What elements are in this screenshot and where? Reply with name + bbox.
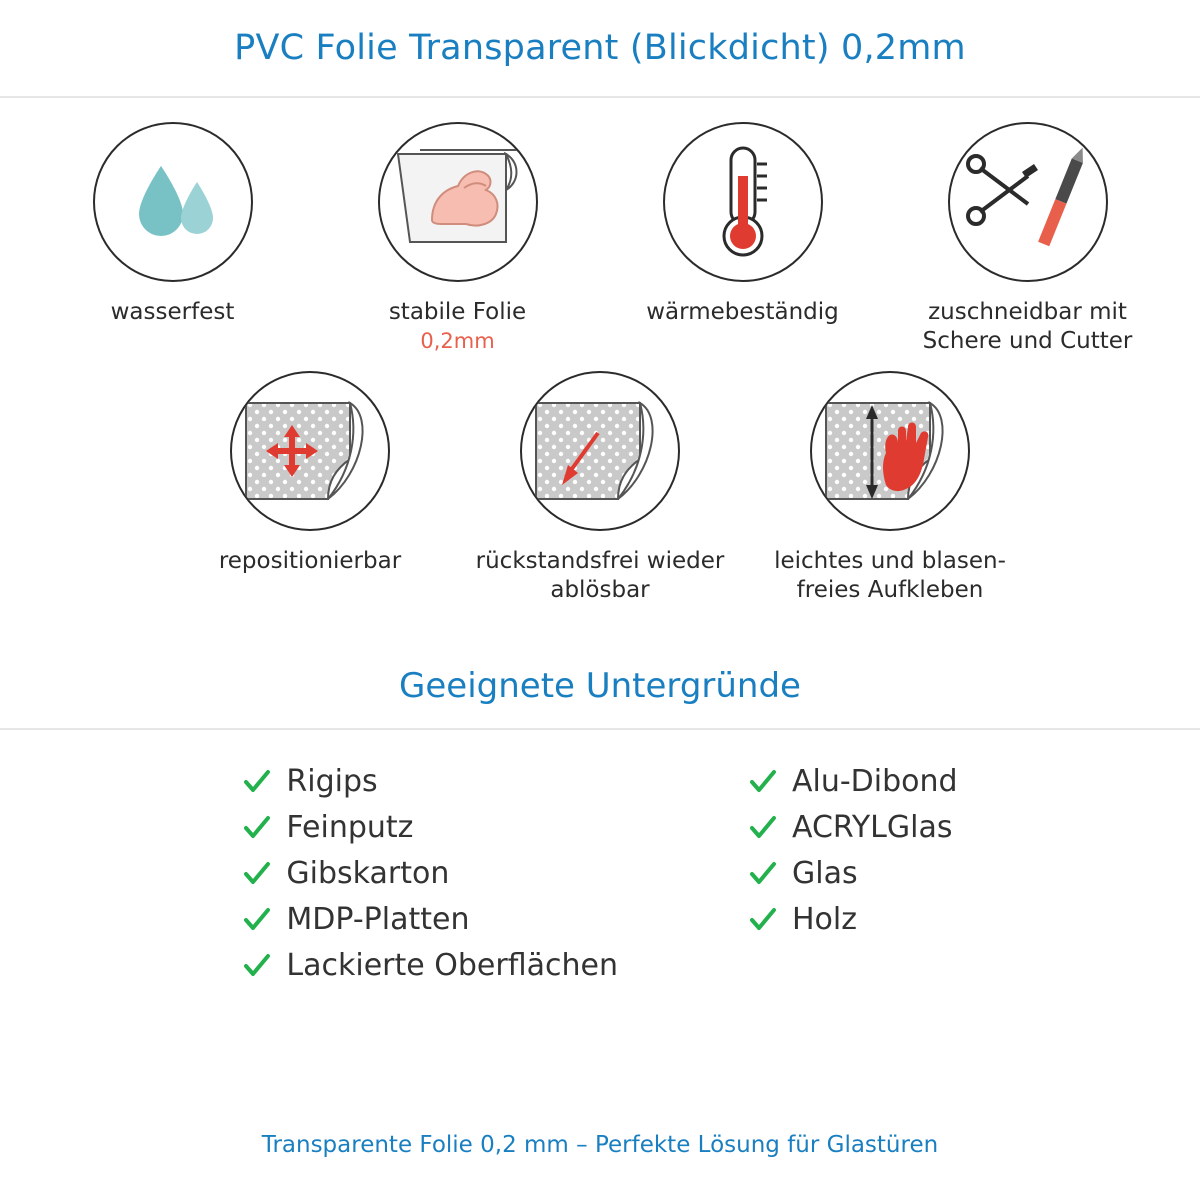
feature-icon-circle (520, 371, 680, 531)
substrates-column-right (748, 760, 958, 988)
list-item-label: Feinputz (286, 810, 414, 846)
list-item-label: Holz (791, 902, 857, 938)
feature-label: zuschneidbar mit Schere und Cutter (922, 299, 1133, 355)
list-item (242, 852, 618, 896)
check-icon (748, 859, 778, 889)
strong-arm-film-icon (380, 124, 536, 280)
feature-zuschneidbar (885, 122, 1170, 357)
list-item (748, 760, 958, 804)
check-icon (242, 905, 272, 935)
reposition-arrows-icon (232, 373, 388, 529)
header (0, 0, 1200, 98)
feature-blasenfreies-aufkleben (745, 371, 1035, 606)
feature-wasserfest (30, 122, 315, 357)
feature-label: wasserfest (110, 299, 235, 325)
list-item (242, 806, 618, 850)
section-title: Geeignete Untergründe (399, 665, 801, 706)
feature-icon-circle (663, 122, 823, 282)
feature-sublabel: 0,2mm (420, 329, 495, 354)
peel-off-arrow-icon (522, 373, 678, 529)
feature-grid (0, 98, 1200, 606)
page-title: PVC Folie Transparent (Blickdicht) 0,2mm (234, 28, 966, 68)
list-item-label: Gibskarton (286, 856, 450, 892)
feature-rueckstandsfrei (455, 371, 745, 606)
check-icon (748, 767, 778, 797)
feature-row-2 (0, 371, 1200, 606)
list-item (242, 944, 618, 988)
feature-repositionierbar (165, 371, 455, 606)
list-item-label: Rigips (286, 764, 378, 800)
feature-label: rückstandsfrei wieder ablösbar (475, 547, 725, 604)
substrates-list (0, 760, 1200, 988)
feature-icon-circle (810, 371, 970, 531)
feature-label: repositionierbar (218, 547, 402, 574)
feature-icon-circle (230, 371, 390, 531)
feature-row-1 (0, 122, 1200, 357)
list-item (242, 760, 618, 804)
check-icon (748, 813, 778, 843)
list-item-label: Alu-Dibond (791, 764, 958, 800)
footer-note: Transparente Folie 0,2 mm – Perfekte Lösung für Glastüren (261, 1132, 939, 1158)
thermometer-icon (665, 124, 821, 280)
list-item-label: Glas (791, 856, 858, 892)
water-drops-icon (95, 124, 251, 280)
list-item-label: ACRYLGlas (791, 810, 953, 846)
feature-icon-circle (948, 122, 1108, 282)
feature-label: wärmebeständig (646, 299, 839, 325)
feature-icon-circle (378, 122, 538, 282)
list-item (748, 898, 958, 942)
section-header (0, 666, 1200, 730)
check-icon (242, 951, 272, 981)
list-item (242, 898, 618, 942)
hand-smoothing-icon (812, 373, 968, 529)
scissors-cutter-icon (950, 124, 1106, 280)
list-item (748, 852, 958, 896)
feature-label: stabile Folie (388, 299, 527, 325)
check-icon (242, 859, 272, 889)
list-item-label: MDP-Platten (286, 902, 470, 938)
section-divider (0, 728, 1200, 730)
list-item (748, 806, 958, 850)
substrates-column-left (242, 760, 618, 988)
check-icon (242, 767, 272, 797)
feature-label: leichtes und blasen-freies Aufkleben (774, 547, 1006, 604)
check-icon (748, 905, 778, 935)
feature-waermebestaendig (600, 122, 885, 357)
feature-icon-circle (93, 122, 253, 282)
check-icon (242, 813, 272, 843)
feature-stabile-folie (315, 122, 600, 357)
list-item-label: Lackierte Oberflächen (286, 948, 618, 984)
